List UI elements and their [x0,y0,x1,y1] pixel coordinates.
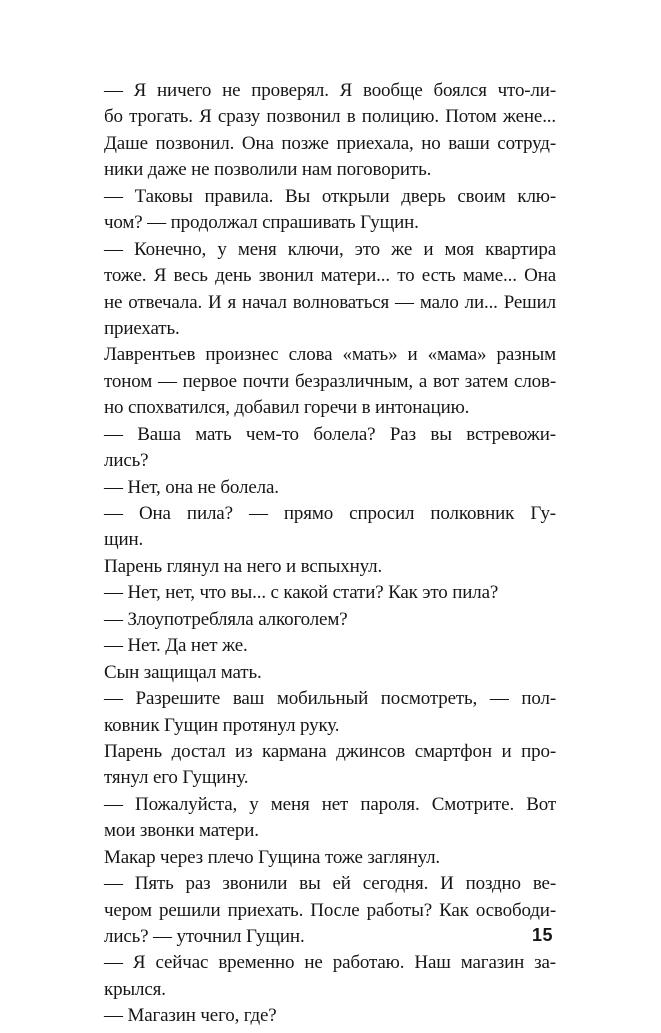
text-line: тоном — первое почти безразличным, а вот затем слов- [104,370,556,392]
text-line: бо трогать. Я сразу позвонил в полицию. Потом жене... [104,106,556,128]
text-line: — Я ничего не проверял. Я вообще боялся что-ли- [104,80,556,101]
text-line: — Нет, она не болела. [104,476,279,498]
text-line: — Магазин чего, где? [104,1005,277,1027]
text-line: но спохватился, добавил горечи в интонацию. [104,397,470,419]
text-line: — Нет, нет, что вы... с какой стати? Как это пила? [104,582,499,604]
text-line: Сын защищал мать. [104,661,262,683]
text-line: — Пожалуйста, у меня нет пароля. Смотрите. Вот [104,793,556,815]
text-line: Лаврентьев произнес слова «мать» и «мама» разным [104,344,556,366]
text-line: лись? [104,450,149,472]
text-line: чом? — продолжал спрашивать Гущин. [104,212,419,234]
text-line: — Ваша мать чем-то болела? Раз вы встревожи- [104,423,556,445]
text-line: Макар через плечо Гущина тоже заглянул. [104,846,441,868]
text-line: не отвечала. И я начал волноваться — мало ли... Решил [104,291,556,313]
text-line: — Злоупотребляла алкоголем? [104,608,348,630]
text-line: тянул его Гущину. [104,767,249,789]
text-line: лись? — уточнил Гущин. [104,926,305,947]
text-line: — Таковы правила. Вы открыли дверь своим клю- [104,185,556,207]
page-number: 15 [532,925,554,945]
body-text [104,78,556,1030]
text-line: — Пять раз звонили вы ей сегодня. И поздно ве- [104,873,556,895]
text-line: — Разрешите ваш мобильный посмотреть, — пол- [104,688,556,710]
text-line: Парень глянул на него и вспыхнул. [104,555,383,577]
text-line: ковник Гущин протянул руку. [104,714,340,736]
text-line: ники даже не позволили нам поговорить. [104,159,432,181]
text-line: Парень достал из кармана джинсов смартфон и про- [104,740,556,762]
text-line: — Она пила? — прямо спросил полковник Гу- [104,503,556,524]
text-line: — Нет. Да нет же. [104,635,248,657]
text-line: приехать. [104,317,180,339]
text-line: крылся. [104,978,166,1000]
text-line: — Я сейчас временно не работаю. Наш магазин за- [104,952,556,974]
text-line: мои звонки матери. [104,820,259,842]
text-line: чером решили приехать. После работы? Как освободи- [104,899,556,921]
text-line: тоже. Я весь день звонил матери... то есть маме... Она [104,265,556,287]
text-line: — Конечно, у меня ключи, это же и моя квартира [104,238,556,260]
text-line: щин. [104,529,144,551]
text-line: Даше позвонил. Она позже приехала, но ваши сотруд- [104,132,556,154]
